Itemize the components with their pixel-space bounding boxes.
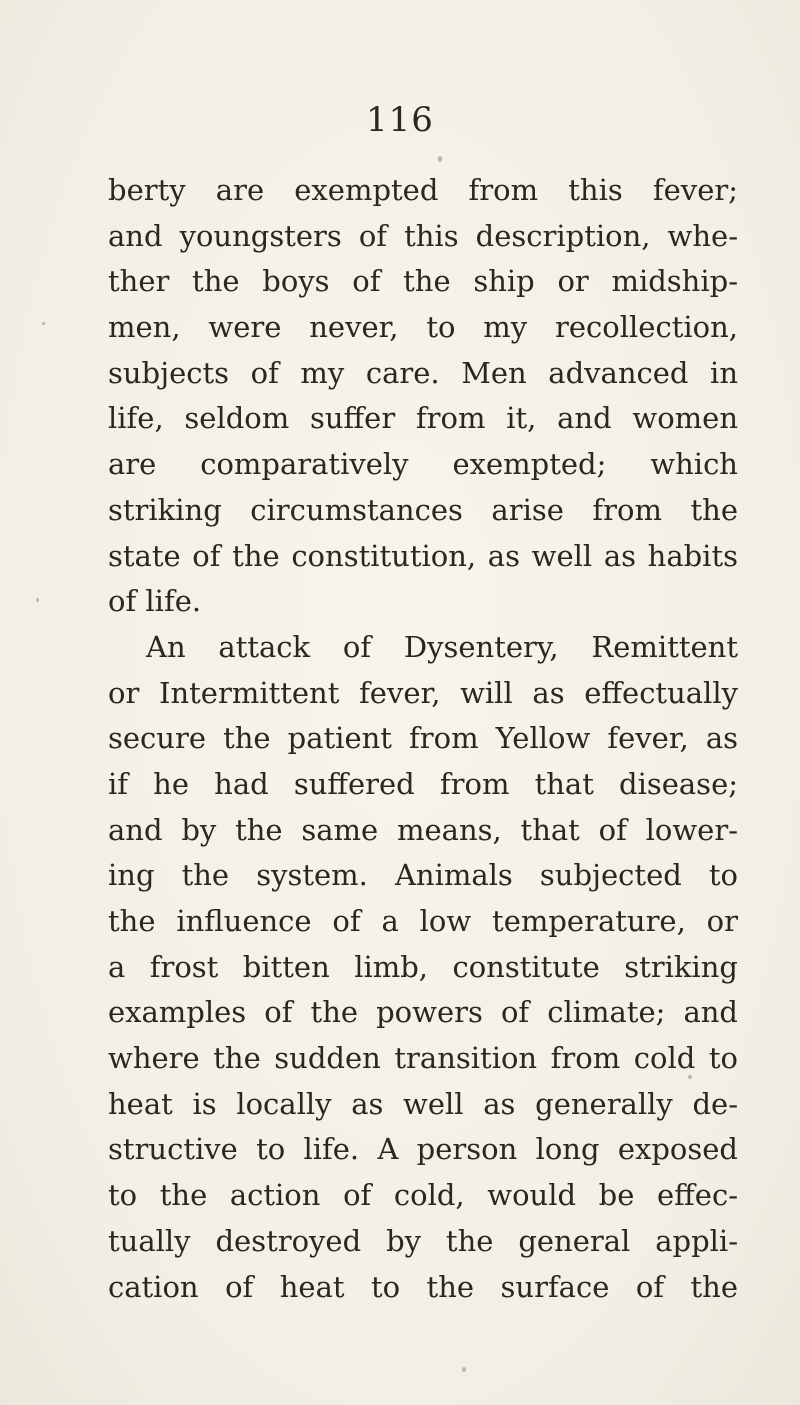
text-line: subjects of my care. Men advanced in [108, 355, 738, 390]
text-line: are comparatively exempted; which [108, 447, 738, 482]
paper-speck [36, 598, 39, 602]
body-text [108, 168, 738, 1310]
text-line: striking circumstances arise from the [108, 492, 738, 527]
paper-speck [42, 322, 45, 325]
text-line: of life. [108, 584, 202, 619]
text-line: secure the patient from Yellow fever, as [108, 721, 738, 756]
paper-speck [462, 1367, 466, 1372]
page-number: 116 [366, 100, 434, 140]
text-line: and by the same means, that of lower- [108, 812, 738, 847]
text-line: tually destroyed by the general appli- [108, 1223, 738, 1258]
text-line: men, were never, to my recollection, [108, 310, 738, 345]
paper-speck [688, 1075, 692, 1079]
text-line: ing the system. Animals subjected to [108, 858, 738, 893]
text-line: examples of the powers of climate; and [108, 995, 738, 1030]
text-line: and youngsters of this description, whe- [108, 218, 738, 253]
text-line: structive to life. A person long exposed [108, 1132, 738, 1167]
text-line: life, seldom suffer from it, and women [108, 401, 738, 436]
text-line: or Intermittent fever, will as effectually [108, 675, 738, 710]
text-line: heat is locally as well as generally de- [108, 1086, 738, 1121]
text-line: state of the constitution, as well as habits [108, 538, 738, 573]
text-line: a frost bitten limb, constitute striking [108, 949, 738, 984]
text-line: if he had suffered from that disease; [108, 766, 738, 801]
text-line: where the sudden transition from cold to [108, 1041, 738, 1076]
paragraph-start-line: An attack of Dysentery, Remittent [146, 629, 738, 664]
text-line: cation of heat to the surface of the [108, 1269, 738, 1304]
text-line: berty are exempted from this fever; [108, 173, 738, 207]
text-line: the influence of a low temperature, or [108, 904, 738, 938]
text-line: ther the boys of the ship or midship- [108, 264, 738, 299]
text-line: to the action of cold, would be effec- [108, 1178, 738, 1213]
paper-speck [438, 156, 442, 162]
